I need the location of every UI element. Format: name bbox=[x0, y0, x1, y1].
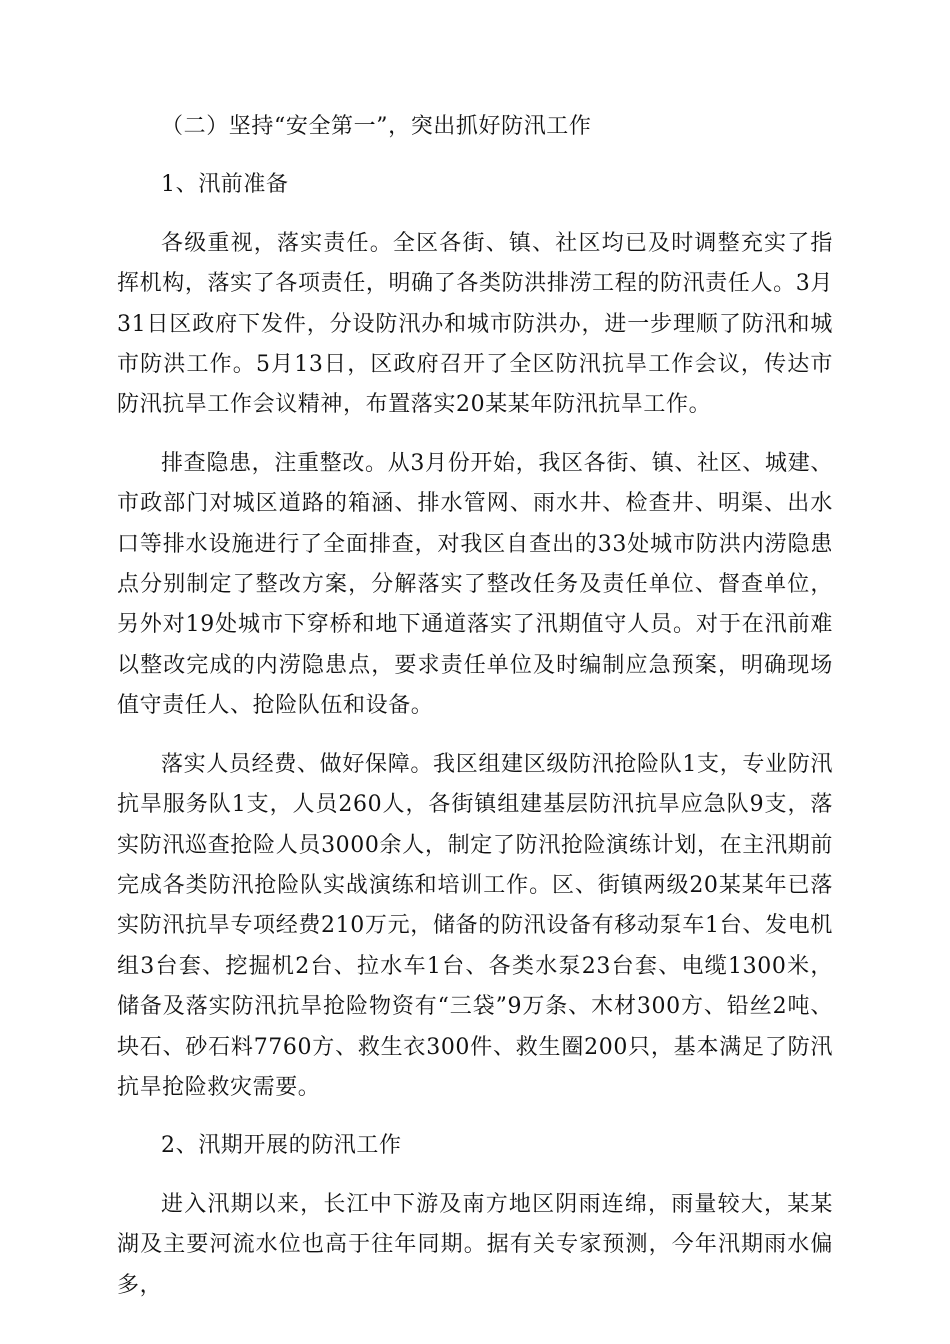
subheading-preparation: 1、汛前准备 bbox=[161, 172, 289, 198]
paragraph-hazard-inspection: 排查隐患，注重整改。从3月份开始，我区各街、镇、社区、城建、市政部门对城区道路的箱涵、排水管网、雨水井、检查井、明渠、出水口等排水设施进行了全面排查，对我区自查出的33处城市防洪内涝隐患点分别制定了整改方案，分解落实了整改任务及责任单位、督查单位，另外对19处城市下穿桥和地下通道落实了汛期值守人员。对于在汛前难以整改完成的内涝隐患点，要求责任单位及时编制应急预案，明确现场值守责任人、抢险队伍和设备。 bbox=[117, 450, 833, 719]
paragraph-flood-season: 进入汛期以来，长江中下游及南方地区阴雨连绵，雨量较大，某某湖及主要河流水位也高于往年同期。据有关专家预测，今年汛期雨水偏多， bbox=[117, 1191, 833, 1298]
document-body bbox=[117, 107, 833, 1324]
paragraph-responsibility: 各级重视，落实责任。全区各街、镇、社区均已及时调整充实了指挥机构，落实了各项责任，明确了各类防洪排涝工程的防汛责任人。3月31日区政府下发件，分设防汛办和城市防洪办，进一步理顺了防汛和城市防洪工作。5月13日，区政府召开了全区防汛抗旱工作会议，传达市防汛抗旱工作会议精神，布置落实20某某年防汛抗旱工作。 bbox=[117, 230, 833, 418]
paragraph-personnel-funding: 落实人员经费、做好保障。我区组建区级防汛抢险队1支，专业防汛抗旱服务队1支，人员260人，各街镇组建基层防汛抗旱应急队9支，落实防汛巡查抢险人员3000余人，制定了防汛抢险演练计划，在主汛期前完成各类防汛抢险队实战演练和培训工作。区、街镇两级20某某年已落实防汛抗旱专项经费210万元，储备的防汛设备有移动泵车1台、发电机组3台套、挖掘机2台、拉水车1台、各类水泵23台套、电缆1300米，储备及落实防汛抗旱抢险物资有“三袋”9万条、木材300方、铅丝2吨、块石、砂石料7760方、救生衣300件、救生圈200只，基本满足了防汛抗旱抢险救灾需要。 bbox=[117, 751, 833, 1100]
section-heading: （二）坚持“安全第一”，突出抓好防汛工作 bbox=[161, 114, 592, 139]
subheading-flood-season-work: 2、汛期开展的防汛工作 bbox=[161, 1133, 402, 1159]
